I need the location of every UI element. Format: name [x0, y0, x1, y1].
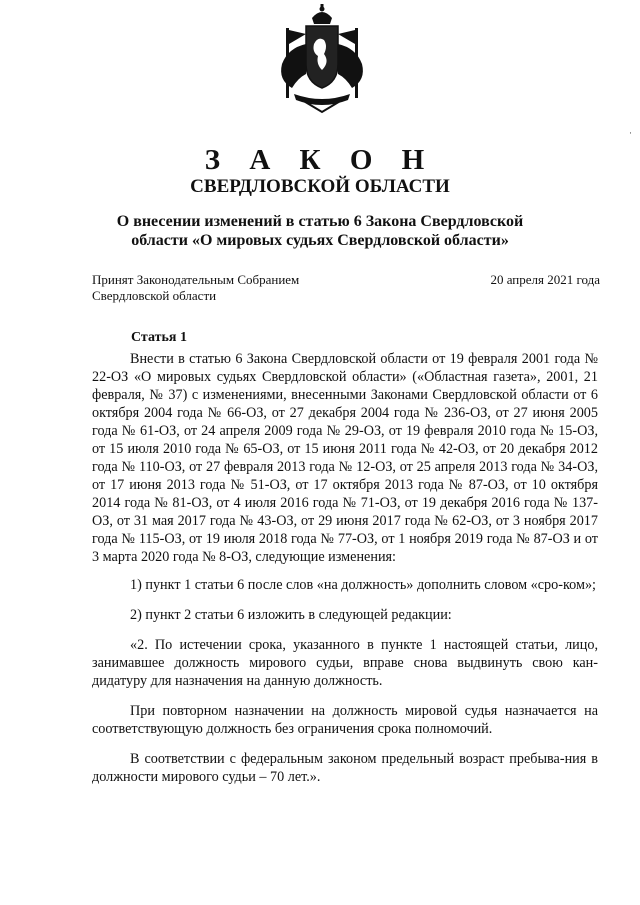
paragraph: 2) пункт 2 статьи 6 изложить в следующей редакции: [130, 607, 452, 623]
law-title: З А К О Н [204, 144, 436, 176]
coat-of-arms-icon [262, 4, 382, 114]
paragraph: 1) пункт 1 статьи 6 после слов «на должность» дополнить словом «сро-ком»; [130, 577, 596, 593]
region-title: СВЕРДЛОВСКОЙ ОБЛАСТИ [190, 176, 450, 197]
margin-mark: · [629, 128, 632, 138]
article-body [92, 350, 598, 786]
paragraph: Внести в статью 6 Закона Свердловской области от 19 февраля 2001 года № 22-ОЗ «О мировых судьях Свердловской области» («Областная газета», 2001, 21 февраля, № 37) с изменениями, внесенными Законами Свердловской области от 6 октября 2004 года № 66-ОЗ, от 27 декабря 2004 года № 236-ОЗ, от 27 июня 2005 года № 61-ОЗ, от 24 апреля 2009 года № 29-ОЗ, от 19 февраля 2010 года № 15-ОЗ, от 15 июля 2010 года № 65-ОЗ, от 15 июня 2011 года № 42-ОЗ, от 20 декабря 2012 года № 110-ОЗ, от 27 февраля 2013 года № 12-ОЗ, от 25 апреля 2013 года № 34-ОЗ, от 17 июня 2013 года № 51-ОЗ, от 17 октября 2013 года № 87-ОЗ, от 10 октября 2014 года № 81-ОЗ, от 4 июля 2016 года № 71-ОЗ, от 19 декабря 2016 года № 137-ОЗ, от 31 мая 2017 года № 43-ОЗ, от 29 июня 2017 года № 62-ОЗ, от 3 ноября 2017 года № 115-ОЗ, от 19 июля 2018 года № 77-ОЗ, от 1 ноября 2019 года № 87-ОЗ и от 3 марта 2020 года № 8-ОЗ, следующие изменения: [92, 351, 598, 565]
adoption-line: Свердловской области [92, 288, 217, 303]
paragraph: При повторном назначении на должность мировой судья назначается на соответствующую должность без ограничения срока полномочий. [92, 703, 598, 737]
paragraph: «2. По истечении срока, указанного в пункте 1 настоящей статьи, лицо, занимавшее должность мирового судьи, вправе снова выдвинуть свою кан-дидатуру для назначения на данную должность. [92, 637, 598, 689]
paragraph: В соответствии с федеральным законом предельный возраст пребыва-ния в должности мирового судьи – 70 лет.». [92, 751, 598, 785]
adoption-line: Принят Законодательным Собранием [92, 272, 300, 287]
adoption-date: 20 апреля 2021 года [490, 272, 600, 287]
adoption-info [92, 272, 299, 304]
article-heading: Статья 1 [131, 330, 187, 345]
law-subject: О внесении изменений в статью 6 Закона Свердловской области «О мировых судьях Свердловской области» [116, 213, 524, 249]
